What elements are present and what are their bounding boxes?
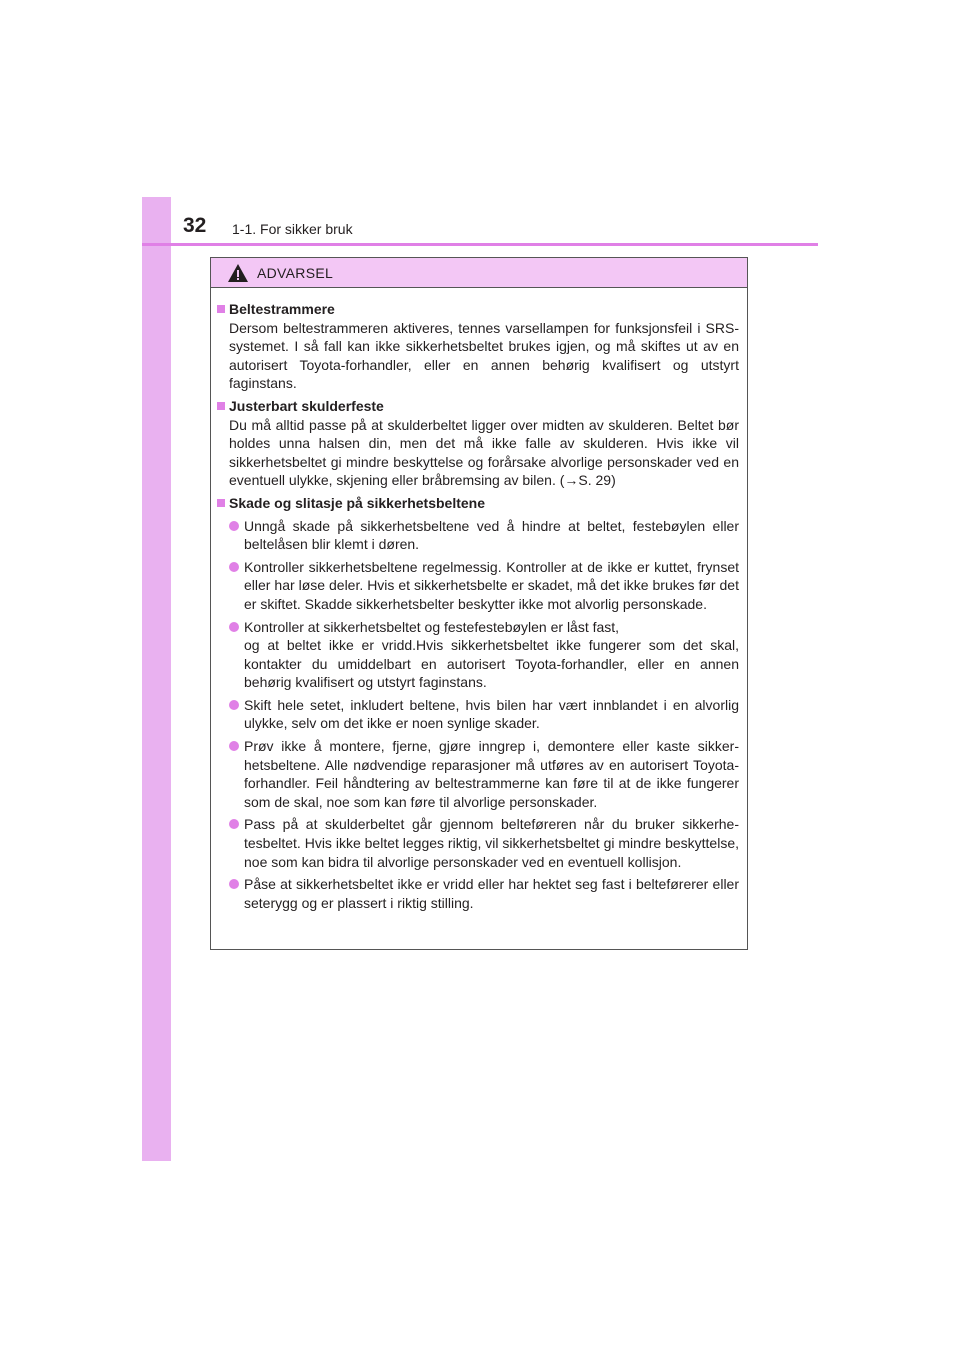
list-item-line: Kontroller at sikkerhetsbeltet og festefestebøylen er låst fast,: [244, 618, 620, 635]
topic-heading-text: Justerbart skulderfeste: [229, 397, 384, 414]
round-bullet-icon: [229, 521, 239, 531]
topic-heading-text: Skade og slitasje på sikkerhetsbeltene: [229, 494, 486, 511]
topic-paragraph: Du må alltid passe på at skulderbeltet ligger over midten av skulderen. Beltet bør holdes unna halsen din, men det må ikke falle av skulderen. Hvis ikke vil sikkerhetsbeltet gi mindre beskyttelse og forårsake alvorlige personskader ved en eventuell ulykke, skjening eller bråbremsing av bilen. (→S. 29): [229, 416, 739, 489]
warning-triangle-icon: [227, 263, 249, 283]
list-item: [217, 815, 739, 871]
topic-heading: [217, 300, 739, 319]
topic-heading: [217, 397, 739, 416]
topic-justerbart-skulderfeste: [217, 397, 739, 490]
topic-heading-text: Beltestrammere: [229, 301, 335, 317]
warning-box: [210, 257, 748, 950]
topic-beltestrammere: [217, 300, 739, 393]
list-item: [217, 558, 739, 614]
list-item: [217, 875, 739, 912]
square-bullet-icon: [217, 305, 225, 313]
page-number: 32: [183, 214, 207, 237]
list-item-text: Pass på at skulderbeltet går gjennom belteføreren når du bruker sikkerhe-tesbeltet. Hvis ikke beltet legges riktig, vil sikkerhetsbeltet gi mindre beskyttelse, noe som kan bidra til alvorlige personskader ved en eventuell kollisjon.: [244, 816, 739, 870]
list-item: [217, 517, 739, 554]
list-item-text: Påse at sikkerhetsbeltet ikke er vridd eller har hektet seg fast i belteførerer eller seterygg og er plassert i riktig stilling.: [244, 876, 739, 911]
list-item-line: og at beltet ikke er vridd.Hvis sikkerhetsbeltet ikke fungerer som det skal, kontakter du umiddelbart en autorisert Toyota-forhandler, eller en annen behørig kvalifisert og utstyrt faginstans.: [244, 637, 739, 691]
list-item-text: Kontroller sikkerhetsbeltene regelmessig. Kontroller at de ikke er kuttet, frynset eller har løse deler. Hvis et sikkerhetsbelte er skadet, må det ikke brukes før det er skiftet. Skadde sikkerhetsbelter beskytter ikke mot alvorlig personskade.: [244, 558, 739, 612]
list-item: [217, 737, 739, 811]
list-item-text: Prøv ikke å montere, fjerne, gjøre inngrep i, demontere eller kaste sikker-hetsbeltene. Alle nødvendige reparasjoner må utføres av en autorisert Toyota-forhandler. Feil håndtering av beltestrammerne kan føre til at de ikke fungerer som de skal, noe som kan føre til alvorlige personskader.: [244, 738, 739, 810]
round-bullet-icon: [229, 819, 239, 829]
warning-label: ADVARSEL: [257, 264, 334, 281]
round-bullet-icon: [229, 700, 239, 710]
side-tab-bar: [142, 197, 171, 1161]
round-bullet-icon: [229, 622, 239, 632]
round-bullet-icon: [229, 741, 239, 751]
topic-paragraph: Dersom beltestrammeren aktiveres, tennes varsellampen for funksjonsfeil i SRS-systemet. I så fall kan ikke sikkerhetsbeltet brukes igjen, og må skiftes ut av en autorisert Toyota-forhandler, eller en annen behørig kvalifisert og utstyrt faginstans.: [229, 319, 739, 392]
list-item-text: [244, 618, 739, 692]
list-item-text: Unngå skade på sikkerhetsbeltene ved å hindre at beltet, festebøylen eller beltelåsen blir klemt i døren.: [244, 517, 739, 553]
topic-skade-og-slitasje: [217, 494, 739, 912]
warning-body: [211, 288, 747, 912]
round-bullet-icon: [229, 562, 239, 572]
header-rule: [142, 243, 818, 246]
topic-heading: [217, 494, 739, 513]
list-item: [217, 618, 739, 692]
section-title: 1-1. For sikker bruk: [232, 221, 353, 237]
round-bullet-icon: [229, 879, 239, 889]
warning-header: [211, 258, 747, 288]
list-item: [217, 696, 739, 733]
list-item-text: Skift hele setet, inkludert beltene, hvis bilen har vært innblandet i en alvorlig ulykke, selv om det ikke er noen synlige skader.: [244, 696, 739, 732]
square-bullet-icon: [217, 402, 225, 410]
square-bullet-icon: [217, 499, 225, 507]
